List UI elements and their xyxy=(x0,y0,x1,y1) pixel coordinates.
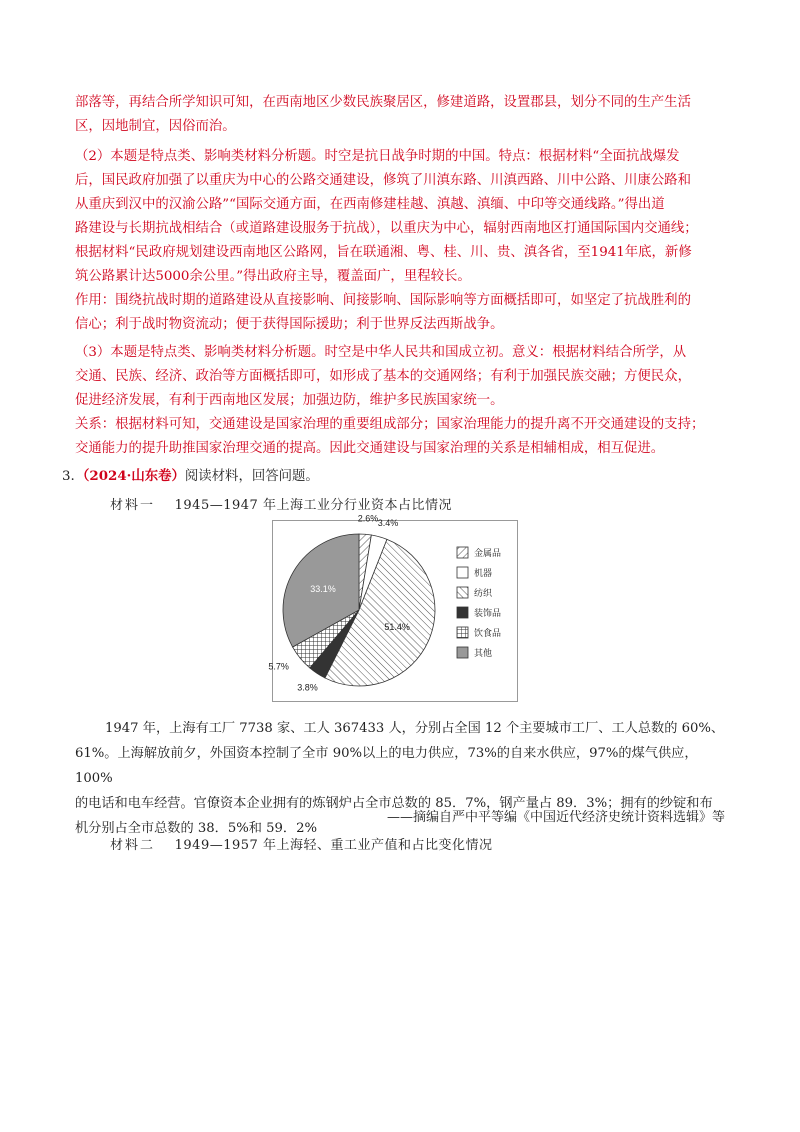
answer-line: 筑公路累计达5000余公里。”得出政府主导，覆盖面广，里程较长。 xyxy=(75,269,471,284)
answer-line: （2）本题是特点类、影响类材料分析题。时空是抗日战争时期的中国。特点：根据材料“全面抗战爆发 xyxy=(75,149,680,164)
question-3-heading xyxy=(62,464,319,489)
answer-line: 后，国民政府加强了以重庆为中心的公路交通建设，修筑了川滇东路、川滇西路、川中公路、川康公路和 xyxy=(75,173,691,188)
answer-line: 从重庆到汉中的汉渝公路”“国际交通方面，在西南修建桂越、滇越、滇缅、中印等交通线路。”得出道 xyxy=(75,197,665,212)
material-1-caption: 1945—1947 年上海工业分行业资本占比情况 xyxy=(174,498,452,513)
text-line: 61%。上海解放前夕，外国资本控制了全市 90%以上的电力供应，73%的自来水供应，97%的煤气供应，100% xyxy=(75,746,698,786)
legend-label-0: 金属品 xyxy=(474,549,502,559)
answer-line: 促进经济发展，有利于西南地区发展；加强边防，维护多民族国家统一。 xyxy=(75,393,504,408)
answer-line: 关系：根据材料可知，交通建设是国家治理的重要组成部分；国家治理能力的提升离不开交通建设的支持； xyxy=(75,417,705,432)
answer-line: 作用：围绕抗战时期的道路建设从直接影响、间接影响、国际影响等方面概括即可，如坚定了抗战胜利的 xyxy=(75,293,691,308)
material-1-label: 材料一 xyxy=(110,498,156,513)
pie-slice-label-0: 2.6% xyxy=(357,513,379,524)
legend-swatch-2 xyxy=(457,587,468,598)
pie-chart-frame xyxy=(268,513,518,702)
material-1-title xyxy=(110,494,452,513)
answer-line: 信心；利于战时物资流动；便于获得国际援助；利于世界反法西斯战争。 xyxy=(75,317,504,332)
material-2-title xyxy=(110,834,492,853)
text-line: 机分别占全市总数的 38．5%和 59．2% xyxy=(75,821,318,836)
question-prompt: 阅读材料，回答问题。 xyxy=(184,469,319,484)
answer-paragraph-2 xyxy=(75,145,725,337)
answer-paragraph-1 xyxy=(75,91,725,139)
pie-chart xyxy=(268,513,517,701)
pie-slice-label-2: 51.4% xyxy=(384,622,410,633)
answer-paragraph-3 xyxy=(75,341,725,461)
legend-label-3: 装饰品 xyxy=(474,609,502,619)
legend-swatch-4 xyxy=(457,627,468,638)
legend-swatch-5 xyxy=(457,647,468,658)
legend-swatch-0 xyxy=(457,547,468,558)
pie-slice-label-1: 3.4% xyxy=(377,518,399,529)
question-source: （2024·山东卷） xyxy=(76,468,185,484)
answer-line: 交通能力的提升助推国家治理交通的提高。因此交通建设与国家治理的关系是相辅相成，相互促进。 xyxy=(75,441,665,456)
legend-label-1: 机器 xyxy=(474,569,493,579)
legend-swatch-3 xyxy=(457,607,468,618)
answer-line: 交通、民族、经济、政治等方面概括即可，如形成了基本的交通网络；有利于加强民族交融；方便民众， xyxy=(75,369,691,384)
legend-swatch-1 xyxy=(457,567,468,578)
answer-line: （3）本题是特点类、影响类材料分析题。时空是中华人民共和国成立初。意义：根据材料结合所学，从 xyxy=(75,345,687,360)
pie-slice-label-3: 3.8% xyxy=(297,682,318,693)
text-line: 的电话和电车经营。官僚资本企业拥有的炼钢炉占全市总数的 85．7%，钢产量占 89．3%；拥有的纱锭和布 xyxy=(75,796,713,811)
material-2-caption: 1949—1957 年上海轻、重工业产值和占比变化情况 xyxy=(174,838,493,853)
answer-line: 路建设与长期抗战相结合（或道路建设服务于抗战），以重庆为中心，辐射西南地区打通国际国内交通线； xyxy=(75,221,698,236)
pie-slice-label-4: 5.7% xyxy=(268,661,289,672)
citation: ——摘编自严中平等编《中国近代经济史统计资料选辑》等 xyxy=(386,810,725,825)
pie-slice-label-5: 33.1% xyxy=(310,583,336,594)
answer-line: 区，因地制宜，因俗而治。 xyxy=(75,119,236,134)
legend-label-4: 饮食品 xyxy=(474,629,502,639)
question-number: 3. xyxy=(62,469,75,484)
legend-label-2: 纺织 xyxy=(474,589,493,599)
answer-line: 部落等，再结合所学知识可知，在西南地区少数民族聚居区，修建道路，设置郡县，划分不同的生产生活 xyxy=(75,95,691,110)
material-2-label: 材料二 xyxy=(110,838,156,853)
legend-label-5: 其他 xyxy=(474,649,493,659)
answer-line: 根据材料“民政府规划建设西南地区公路网，旨在联通湘、粤、桂、川、贵、滇各省，至1941年底，新修 xyxy=(75,245,692,260)
text-line: 1947 年，上海有工厂 7738 家、工人 367433 人，分别占全国 12 个主要城市工厂、工人总数的 60%、 xyxy=(105,721,725,736)
